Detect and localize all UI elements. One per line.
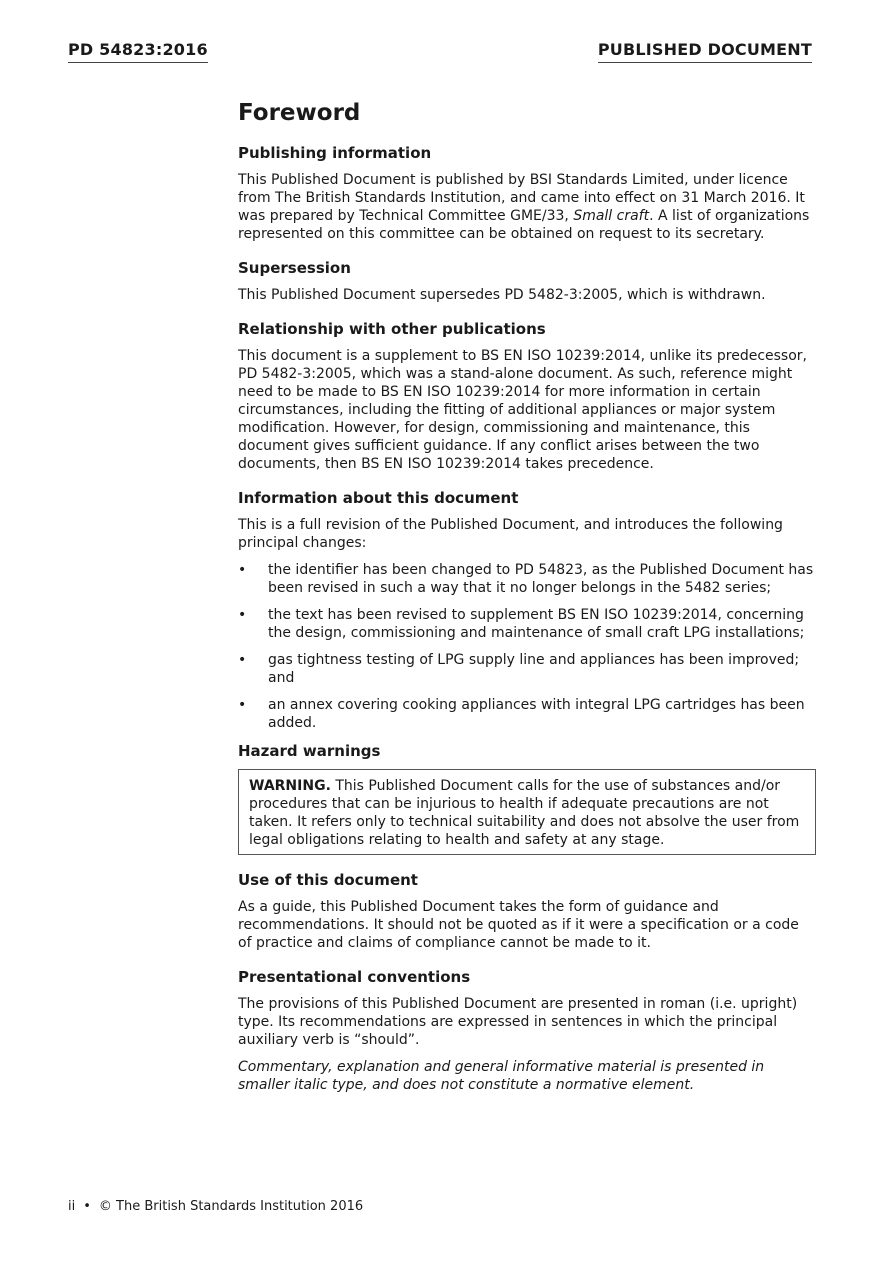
relationship-paragraph: This document is a supplement to BS EN ISO 10239:2014, unlike its predecessor, PD 5482-3:2005, which was a stand-alone document. As such, reference might need to be made to BS EN ISO 10239:2014 for more information in certain circumstances, including the fitting of additional appliances or major system modification. However, for design, commissioning and maintenance, this document gives sufficient guidance. If any conflict arises between the two documents, then BS EN ISO 10239:2014 takes precedence. [238, 348, 807, 472]
list-item-text: the identifier has been changed to PD 54823, as the Published Document has been revised in such a way that it no longer belongs in the 5482 series; [268, 562, 814, 596]
warning-box [238, 769, 816, 855]
info-heading: Information about this document [238, 489, 519, 507]
use-paragraph: As a guide, this Published Document takes the form of guidance and recommendations. It should not be quoted as if it were a specification or a code of practice and claims of compliance cannot be made to it. [238, 899, 799, 951]
list-item-text: gas tightness testing of LPG supply line and appliances has been improved; and [268, 652, 800, 686]
warning-text: This Published Document calls for the use of substances and/or procedures that can be injurious to health if adequate precautions are not taken. It refers only to technical suitability and does not absolve the user from legal obligations relating to health and safety at any stage. [249, 778, 800, 848]
bullet-icon: • [238, 697, 247, 713]
foreword-content [238, 98, 816, 1110]
document-type-label: PUBLISHED DOCUMENT [598, 40, 812, 63]
supersession-paragraph: This Published Document supersedes PD 5482-3:2005, which is withdrawn. [238, 287, 766, 303]
list-item [238, 561, 816, 597]
footer-bullet: • [83, 1199, 91, 1214]
page-footer [68, 1199, 363, 1214]
publishing-heading: Publishing information [238, 144, 432, 162]
bullet-icon: • [238, 562, 247, 578]
use-heading: Use of this document [238, 871, 418, 889]
list-item-text: the text has been revised to supplement BS EN ISO 10239:2014, concerning the design, commissioning and maintenance of small craft LPG installations; [268, 607, 805, 641]
bullet-icon: • [238, 607, 247, 623]
list-item [238, 696, 816, 732]
publishing-paragraph [238, 171, 816, 243]
page-number: ii [68, 1199, 76, 1214]
info-intro: This is a full revision of the Published Document, and introduces the following principal changes: [238, 517, 783, 551]
page-title: Foreword [238, 100, 361, 126]
warning-label: WARNING. [249, 778, 331, 794]
publishing-text-a: This Published Document is published by BSI Standards Limited, under licence from The British Standards Institution, and came into effect on 31 March 2016. It was prepared by Technical Committee GME/33, [238, 172, 805, 224]
list-item-text: an annex covering cooking appliances with integral LPG cartridges has been added. [268, 697, 805, 731]
conventions-heading: Presentational conventions [238, 968, 471, 986]
hazard-heading: Hazard warnings [238, 742, 381, 760]
list-item [238, 651, 816, 687]
supersession-heading: Supersession [238, 259, 351, 277]
bullet-icon: • [238, 652, 247, 668]
conventions-paragraph: The provisions of this Published Document are presented in roman (i.e. upright) type. Its recommendations are expressed in sentences in which the principal auxiliary verb is “should”. [238, 996, 798, 1048]
changes-list [238, 561, 816, 732]
document-number: PD 54823:2016 [68, 40, 208, 63]
list-item [238, 606, 816, 642]
publishing-text-b: . A list of organizations represented on this committee can be obtained on request to its secretary. [238, 208, 810, 242]
commentary-paragraph: Commentary, explanation and general informative material is presented in smaller italic type, and does not constitute a normative element. [238, 1059, 765, 1093]
committee-name: Small craft [573, 208, 650, 224]
copyright-text: © The British Standards Institution 2016 [98, 1199, 364, 1214]
relationship-heading: Relationship with other publications [238, 320, 546, 338]
